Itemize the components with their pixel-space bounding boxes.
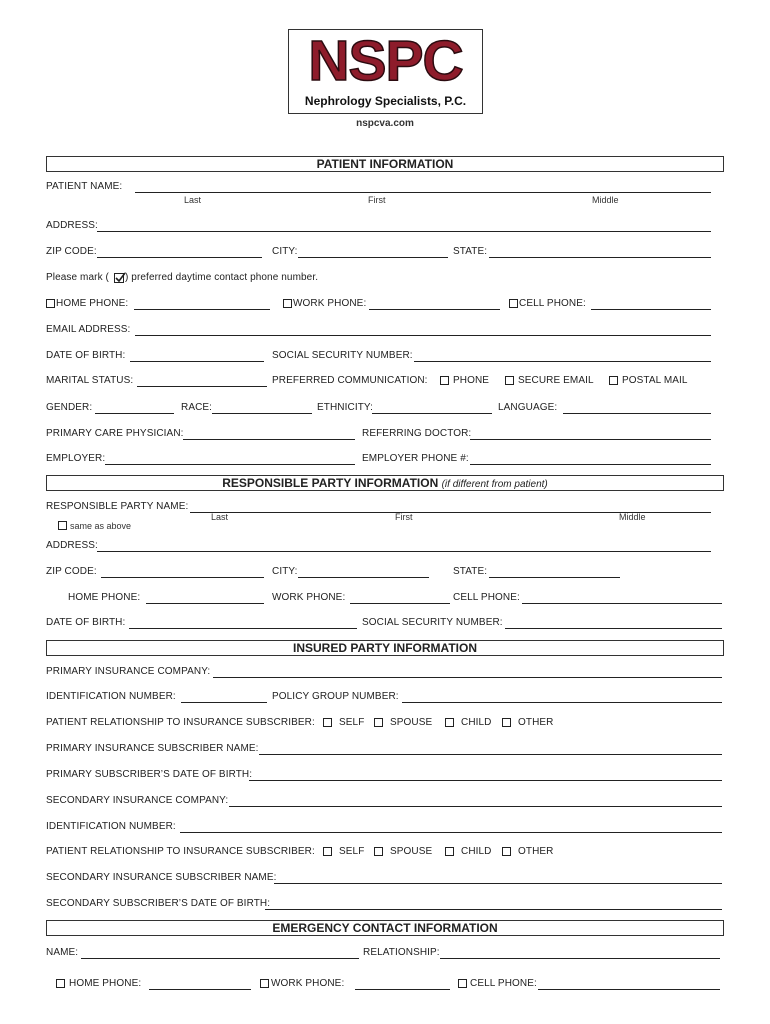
responsible-dob-label: DATE OF BIRTH: [46, 617, 126, 628]
relationship-self-checkbox[interactable] [323, 718, 332, 727]
emergency-cell-phone-checkbox[interactable] [458, 979, 467, 988]
email-label: EMAIL ADDRESS: [46, 324, 131, 335]
emergency-work-phone-input[interactable] [355, 989, 450, 990]
ssn-label: SOCIAL SECURITY NUMBER: [272, 350, 413, 361]
responsible-cell-phone-input[interactable] [522, 603, 722, 604]
relationship-child-checkbox[interactable] [445, 718, 454, 727]
city-label: CITY: [272, 246, 298, 257]
primary-subscriber-label: PRIMARY INSURANCE SUBSCRIBER NAME: [46, 743, 259, 754]
relationship-self-2-checkbox[interactable] [323, 847, 332, 856]
marital-label: MARITAL STATUS: [46, 375, 134, 386]
checked-box-icon [114, 273, 124, 283]
emergency-home-phone-input[interactable] [149, 989, 251, 990]
relationship-other-label: OTHER [518, 717, 554, 728]
emergency-work-phone-checkbox[interactable] [260, 979, 269, 988]
same-as-above-label: same as above [70, 521, 132, 531]
responsible-dob-input[interactable] [129, 628, 357, 629]
relationship-label-secondary: PATIENT RELATIONSHIP TO INSURANCE SUBSCRIBER: [46, 846, 315, 857]
relationship-other-2-label: OTHER [518, 846, 554, 857]
emergency-name-label: NAME: [46, 947, 79, 958]
website-url: nspcva.com [356, 118, 414, 129]
primary-subscriber-dob-label: PRIMARY SUBSCRIBER’S DATE OF BIRTH: [46, 769, 253, 780]
relationship-self-2-label: SELF [339, 846, 365, 857]
responsible-cell-phone-label: CELL PHONE: [453, 592, 520, 603]
responsible-last-label: Last [211, 512, 229, 522]
relationship-spouse-2-label: SPOUSE [390, 846, 433, 857]
comm-phone-checkbox[interactable] [440, 376, 449, 385]
responsible-city-input[interactable] [298, 577, 429, 578]
zip-label: ZIP CODE: [46, 246, 97, 257]
language-label: LANGUAGE: [498, 402, 558, 413]
work-phone-checkbox[interactable] [283, 299, 292, 308]
state-label: STATE: [453, 246, 488, 257]
responsible-work-phone-input[interactable] [350, 603, 450, 604]
secondary-insurance-input[interactable] [229, 806, 722, 807]
ethnicity-label: ETHNICITY: [317, 402, 374, 413]
patient-name-label: PATIENT NAME: [46, 181, 123, 192]
responsible-city-label: CITY: [272, 566, 298, 577]
policy-group-label: POLICY GROUP NUMBER: [272, 691, 399, 702]
home-phone-label: HOME PHONE: [56, 298, 129, 309]
comm-mail-label: POSTAL MAIL [622, 375, 688, 386]
gender-label: GENDER: [46, 402, 93, 413]
work-phone-label: WORK PHONE: [293, 298, 367, 309]
comm-email-label: SECURE EMAIL [518, 375, 594, 386]
gender-input[interactable] [95, 413, 174, 414]
emergency-relationship-label: RELATIONSHIP: [363, 947, 440, 958]
ethnicity-input[interactable] [372, 413, 492, 414]
relationship-label-primary: PATIENT RELATIONSHIP TO INSURANCE SUBSCRIBER: [46, 717, 315, 728]
relationship-self-label: SELF [339, 717, 365, 728]
secondary-subscriber-dob-input[interactable] [265, 909, 722, 910]
home-phone-checkbox[interactable] [46, 299, 55, 308]
primary-insurance-label: PRIMARY INSURANCE COMPANY: [46, 666, 211, 677]
race-input[interactable] [212, 413, 312, 414]
responsible-name-label: RESPONSIBLE PARTY NAME: [46, 501, 189, 512]
responsible-ssn-input[interactable] [505, 628, 722, 629]
comm-phone-label: PHONE [453, 375, 490, 386]
responsible-zip-input[interactable] [101, 577, 264, 578]
nspc-logo [288, 29, 483, 114]
dob-input[interactable] [130, 361, 264, 362]
responsible-middle-label: Middle [619, 512, 646, 522]
secondary-subscriber-label: SECONDARY INSURANCE SUBSCRIBER NAME: [46, 872, 277, 883]
employer-phone-input[interactable] [470, 464, 711, 465]
cell-phone-checkbox[interactable] [509, 299, 518, 308]
responsible-work-phone-label: WORK PHONE: [272, 592, 346, 603]
same-as-above-checkbox[interactable] [58, 521, 67, 530]
responsible-address-label: ADDRESS: [46, 540, 98, 551]
dob-label: DATE OF BIRTH: [46, 350, 126, 361]
state-input[interactable] [489, 257, 711, 258]
ssn-input[interactable] [414, 361, 711, 362]
responsible-home-phone-label: HOME PHONE: [68, 592, 141, 603]
race-label: RACE: [181, 402, 213, 413]
language-input[interactable] [563, 413, 711, 414]
responsible-party-header: RESPONSIBLE PARTY INFORMATION (if different from patient) [46, 475, 724, 491]
pcp-label: PRIMARY CARE PHYSICIAN: [46, 428, 184, 439]
address-input[interactable] [97, 231, 711, 232]
relationship-spouse-checkbox[interactable] [374, 718, 383, 727]
policy-group-input[interactable] [402, 702, 722, 703]
relationship-child-2-checkbox[interactable] [445, 847, 454, 856]
insured-party-header: INSURED PARTY INFORMATION [46, 640, 724, 656]
id-number-input[interactable] [181, 702, 267, 703]
emergency-relationship-input[interactable] [440, 958, 720, 959]
employer-label: EMPLOYER: [46, 453, 106, 464]
id-number-2-input[interactable] [180, 832, 722, 833]
responsible-home-phone-input[interactable] [146, 603, 264, 604]
marital-input[interactable] [137, 386, 267, 387]
relationship-other-checkbox[interactable] [502, 718, 511, 727]
emergency-work-phone-label: WORK PHONE: [271, 978, 345, 989]
secondary-subscriber-dob-label: SECONDARY SUBSCRIBER’S DATE OF BIRTH: [46, 898, 271, 909]
city-input[interactable] [298, 257, 448, 258]
relationship-other-2-checkbox[interactable] [502, 847, 511, 856]
comm-mail-checkbox[interactable] [609, 376, 618, 385]
referring-input[interactable] [470, 439, 711, 440]
work-phone-input[interactable] [369, 309, 500, 310]
pcp-input[interactable] [183, 439, 355, 440]
zip-input[interactable] [97, 257, 262, 258]
primary-subscriber-dob-input[interactable] [249, 780, 722, 781]
patient-last-label: Last [184, 195, 202, 205]
primary-insurance-input[interactable] [213, 677, 722, 678]
responsible-first-label: First [395, 512, 413, 522]
address-label: ADDRESS: [46, 220, 98, 231]
comm-email-checkbox[interactable] [505, 376, 514, 385]
referring-label: REFERRING DOCTOR: [362, 428, 472, 439]
patient-name-input[interactable] [135, 192, 711, 193]
id-number-2-label: IDENTIFICATION NUMBER: [46, 821, 176, 832]
home-phone-input[interactable] [134, 309, 270, 310]
cell-phone-label: CELL PHONE: [519, 298, 586, 309]
secondary-subscriber-input[interactable] [274, 883, 722, 884]
responsible-state-label: STATE: [453, 566, 488, 577]
relationship-child-label: CHILD [461, 717, 492, 728]
logo-subtitle: Nephrology Specialists, P.C. [304, 94, 467, 108]
patient-first-label: First [368, 195, 386, 205]
emergency-home-phone-label: HOME PHONE: [69, 978, 142, 989]
id-number-label: IDENTIFICATION NUMBER: [46, 691, 176, 702]
relationship-spouse-label: SPOUSE [390, 717, 433, 728]
emergency-cell-phone-label: CELL PHONE: [470, 978, 537, 989]
responsible-address-input[interactable] [97, 551, 711, 552]
mark-instruction-post: ) preferred daytime contact phone number. [125, 272, 319, 283]
secondary-insurance-label: SECONDARY INSURANCE COMPANY: [46, 795, 229, 806]
patient-middle-label: Middle [592, 195, 619, 205]
primary-subscriber-input[interactable] [259, 754, 722, 755]
relationship-spouse-2-checkbox[interactable] [374, 847, 383, 856]
emergency-cell-phone-input[interactable] [538, 989, 720, 990]
patient-information-header: PATIENT INFORMATION [46, 156, 724, 172]
responsible-ssn-label: SOCIAL SECURITY NUMBER: [362, 617, 503, 628]
emergency-home-phone-checkbox[interactable] [56, 979, 65, 988]
responsible-state-input[interactable] [489, 577, 620, 578]
email-input[interactable] [135, 335, 711, 336]
employer-phone-label: EMPLOYER PHONE #: [362, 453, 469, 464]
emergency-contact-header: EMERGENCY CONTACT INFORMATION [46, 920, 724, 936]
emergency-name-input[interactable] [81, 958, 359, 959]
mark-instruction-pre: Please mark ( [46, 272, 109, 283]
logo-wordmark: NSPC [308, 29, 463, 93]
cell-phone-input[interactable] [591, 309, 711, 310]
responsible-zip-label: ZIP CODE: [46, 566, 97, 577]
pref-comm-label: PREFERRED COMMUNICATION: [272, 375, 428, 386]
relationship-child-2-label: CHILD [461, 846, 492, 857]
employer-input[interactable] [105, 464, 355, 465]
